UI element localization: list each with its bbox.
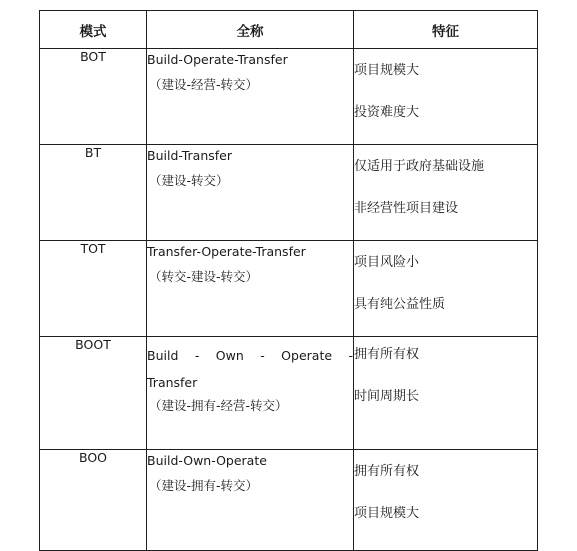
full-name-cell (147, 145, 354, 241)
full-name-en: Build-Operate-Transfer (147, 52, 288, 67)
full-name-cell (147, 337, 354, 450)
full-name-en: Transfer (147, 375, 198, 390)
feature-item: 拥有所有权 (354, 347, 420, 362)
features-cell (354, 337, 538, 450)
feature-item: 投资难度大 (354, 105, 420, 120)
table-header-row (40, 11, 538, 49)
feature-item: 具有纯公益性质 (354, 297, 446, 312)
mode-cell: BT (40, 145, 147, 241)
features-cell (354, 145, 538, 241)
table-row (40, 337, 538, 450)
mode-cell: BOT (40, 49, 147, 145)
features-cell (354, 241, 538, 337)
full-name-zh: （转交-建设-转交） (149, 269, 259, 284)
full-name-zh: （建设-拥有-经营-转交） (149, 398, 288, 413)
ppp-modes-table (39, 10, 538, 551)
table-row (40, 450, 538, 551)
feature-item: 仅适用于政府基础设施 (354, 159, 485, 174)
header-features: 特征 (354, 11, 538, 49)
table-row (40, 49, 538, 145)
mode-cell: BOO (40, 450, 147, 551)
features-cell (354, 49, 538, 145)
full-name-cell (147, 49, 354, 145)
full-name-en: Build-Transfer (147, 148, 233, 163)
full-name-cell (147, 450, 354, 551)
feature-item: 项目规模大 (354, 63, 420, 78)
full-name-en: Transfer-Operate-Transfer (147, 244, 306, 259)
header-mode: 模式 (40, 11, 147, 49)
mode-cell: BOOT (40, 337, 147, 450)
header-full-name: 全称 (147, 11, 354, 49)
full-name-zh: （建设-拥有-转交） (149, 478, 259, 493)
full-name-zh: （建设-转交） (149, 173, 229, 188)
feature-item: 项目规模大 (354, 506, 420, 521)
full-name-en: Build - Own - Operate - (147, 348, 353, 363)
feature-item: 项目风险小 (354, 255, 420, 270)
full-name-cell (147, 241, 354, 337)
full-name-zh: （建设-经营-转交） (149, 77, 259, 92)
table-row (40, 241, 538, 337)
feature-item: 时间周期长 (354, 389, 420, 404)
mode-cell: TOT (40, 241, 147, 337)
feature-item: 非经营性项目建设 (354, 201, 459, 216)
full-name-en: Build-Own-Operate (147, 453, 267, 468)
feature-item: 拥有所有权 (354, 464, 420, 479)
features-cell (354, 450, 538, 551)
table-row (40, 145, 538, 241)
